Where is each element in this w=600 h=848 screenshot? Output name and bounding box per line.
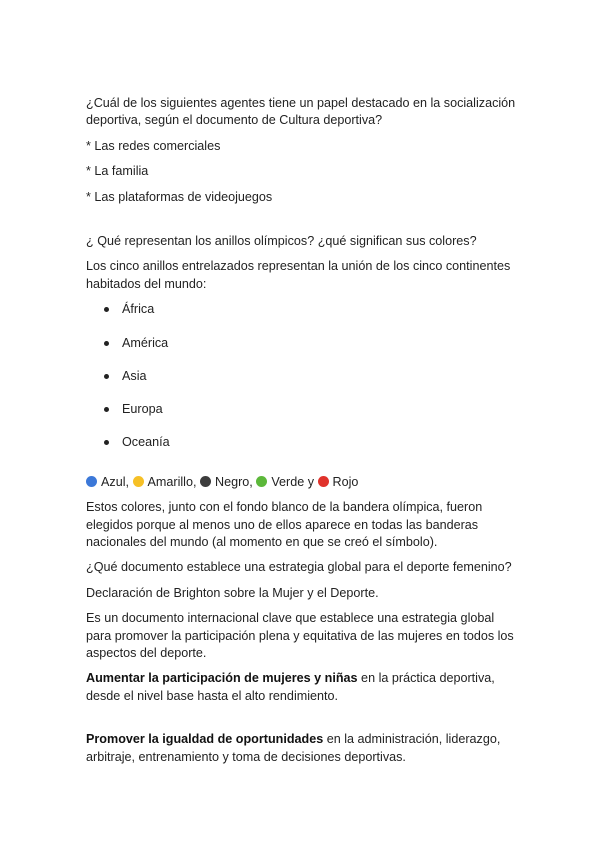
document-content bbox=[86, 95, 516, 774]
color-item-verde bbox=[256, 474, 317, 491]
color-item-rojo bbox=[318, 474, 359, 491]
bullet-icon bbox=[104, 407, 109, 412]
question-estrategia-global: ¿Qué documento establece una estrategia global para el deporte femenino? bbox=[86, 560, 512, 575]
black-circle-icon bbox=[200, 476, 211, 487]
point-igualdad bbox=[86, 731, 516, 766]
continents-list bbox=[86, 301, 516, 467]
continent-oceania: Oceanía bbox=[122, 435, 170, 450]
list-item bbox=[86, 335, 516, 368]
question-anillos-olimpicos: ¿ Qué representan los anillos olímpicos? ¿qué significan sus colores? bbox=[86, 234, 477, 249]
color-label-negro: Negro, bbox=[215, 474, 253, 489]
option-redes-comerciales: * Las redes comerciales bbox=[86, 138, 221, 153]
option-videojuegos: * Las plataformas de videojuegos bbox=[86, 189, 273, 204]
spacer bbox=[86, 713, 516, 731]
ring-colors-line bbox=[86, 474, 516, 491]
bullet-icon bbox=[104, 307, 109, 312]
option-familia: * La familia bbox=[86, 164, 149, 179]
bullet-icon bbox=[104, 341, 109, 346]
red-circle-icon bbox=[318, 476, 329, 487]
continent-europa: Europa bbox=[122, 402, 163, 417]
color-label-rojo: Rojo bbox=[332, 474, 359, 489]
point-participacion bbox=[86, 670, 516, 705]
color-item-negro bbox=[200, 474, 256, 491]
spacer bbox=[86, 214, 516, 233]
answer-brighton: Declaración de Brighton sobre la Mujer y el Deporte. bbox=[86, 585, 379, 600]
anillos-intro-text: Los cinco anillos entrelazados representan la unión de los cinco continentes habitados del mundo: bbox=[86, 259, 511, 291]
continent-america: América bbox=[122, 335, 169, 350]
point-igualdad-rest: en la administración, liderazgo, arbitraje, entrenamiento y toma de decisiones deportivas. bbox=[86, 732, 501, 764]
color-item-amarillo bbox=[133, 474, 201, 491]
color-label-amarillo: Amarillo, bbox=[147, 474, 197, 489]
bullet-icon bbox=[104, 440, 109, 445]
point-participacion-rest: en la práctica deportiva, desde el nivel base hasta el alto rendimiento. bbox=[86, 671, 495, 703]
list-item bbox=[86, 368, 516, 401]
list-item bbox=[86, 401, 516, 434]
list-item bbox=[86, 434, 516, 467]
color-label-azul: Azul, bbox=[101, 474, 129, 489]
point-igualdad-bold: Promover la igualdad de oportunidades bbox=[86, 732, 324, 747]
bullet-icon bbox=[104, 374, 109, 379]
yellow-circle-icon bbox=[133, 476, 144, 487]
continent-asia: Asia bbox=[122, 368, 147, 383]
color-label-verde: Verde y bbox=[271, 474, 315, 489]
point-participacion-bold: Aumentar la participación de mujeres y niñas bbox=[86, 671, 358, 686]
blue-circle-icon bbox=[86, 476, 97, 487]
colors-explanation-text: Estos colores, junto con el fondo blanco de la bandera olímpica, fueron elegidos porque al menos uno de ellos aparece en todas las banderas nacionales del mundo (al momento en que se creó el símbolo). bbox=[86, 500, 483, 549]
color-item-azul bbox=[86, 474, 133, 491]
question-socializacion: ¿Cuál de los siguientes agentes tiene un papel destacado en la socialización deportiva, según el documento de Cultura deportiva? bbox=[86, 96, 516, 128]
brighton-description-text: Es un documento internacional clave que establece una estrategia global para promover la participación plena y equitativa de las mujeres en todos los aspectos del deporte. bbox=[86, 611, 514, 660]
green-circle-icon bbox=[256, 476, 267, 487]
continent-africa: África bbox=[122, 302, 155, 317]
list-item bbox=[86, 301, 516, 334]
